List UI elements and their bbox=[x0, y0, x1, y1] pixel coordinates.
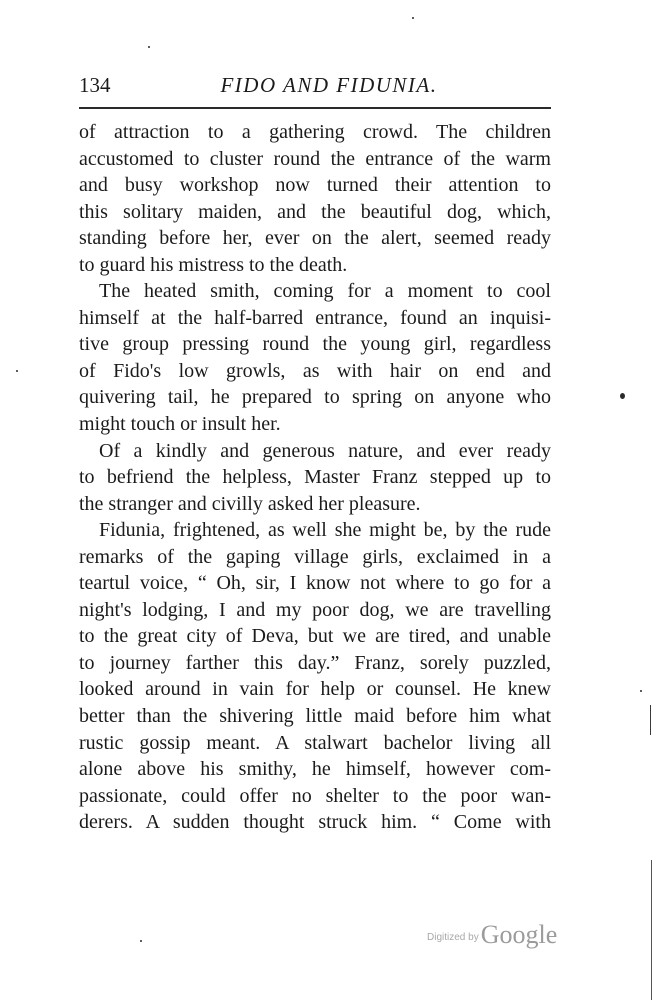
text-line: passionate, could offer no shelter to the poor wan- bbox=[79, 784, 551, 807]
text-line: himself at the half-barred entrance, found an inquisi- bbox=[79, 306, 551, 329]
ink-speck bbox=[16, 370, 18, 372]
text-line: The heated smith, coming for a moment to cool bbox=[99, 280, 551, 303]
text-line: rustic gossip meant. A stalwart bachelor living all bbox=[79, 731, 551, 754]
text-line: night's lodging, I and my poor dog, we are travelling bbox=[79, 598, 551, 621]
text-line: Of a kindly and generous nature, and ever ready bbox=[99, 439, 551, 462]
text-line: of attraction to a gathering crowd. The children bbox=[79, 121, 551, 143]
ink-speck bbox=[620, 393, 625, 399]
text-line: to guard his mistress to the death. bbox=[79, 253, 348, 276]
header-rule bbox=[79, 107, 551, 109]
text-line: quivering tail, he prepared to spring on anyone who bbox=[79, 386, 551, 409]
digitized-by-google-watermark bbox=[427, 920, 557, 950]
text-line: this solitary maiden, and the beautiful dog, which, bbox=[79, 200, 551, 223]
text-line: looked around in vain for help or counsel. He knew bbox=[79, 678, 551, 701]
ink-speck bbox=[140, 940, 142, 942]
text-line: to befriend the helpless, Master Franz stepped up to bbox=[79, 466, 551, 489]
watermark-prefix: Digitized by bbox=[427, 932, 479, 943]
text-line: the stranger and civilly asked her pleasure. bbox=[79, 492, 421, 515]
text-line: tive group pressing round the young girl, regardless bbox=[79, 333, 551, 356]
text-line: might touch or insult her. bbox=[79, 413, 281, 436]
text-line: derers. A sudden thought struck him. “ Come with bbox=[79, 811, 551, 834]
running-title: FIDO AND FIDUNIA. bbox=[220, 73, 438, 97]
google-logo-text: Google bbox=[480, 920, 558, 949]
text-line: Fidunia, frightened, as well she might be, by the rude bbox=[99, 519, 551, 542]
text-line: teartul voice, “ Oh, sir, I know not where to go for a bbox=[79, 572, 551, 595]
text-line: to journey farther this day.” Franz, sorely puzzled, bbox=[79, 651, 551, 674]
text-line: standing before her, ever on the alert, seemed ready bbox=[79, 227, 551, 250]
scan-edge-mark bbox=[650, 705, 651, 735]
ink-speck bbox=[412, 17, 414, 19]
page-number: 134 bbox=[79, 73, 111, 97]
text-line: accustomed to cluster round the entrance of the warm bbox=[79, 147, 551, 170]
ink-speck bbox=[148, 46, 150, 48]
scan-edge-mark bbox=[651, 860, 652, 1000]
text-line: better than the shivering little maid before him what bbox=[79, 705, 551, 728]
text-line: of Fido's low growls, as with hair on end and bbox=[79, 359, 551, 382]
text-line: remarks of the gaping village girls, exclaimed in a bbox=[79, 545, 551, 568]
body-text bbox=[79, 119, 551, 836]
text-line: to the great city of Deva, but we are tired, and unable bbox=[79, 625, 551, 648]
text-line: and busy workshop now turned their attention to bbox=[79, 174, 551, 197]
ink-speck bbox=[640, 690, 642, 692]
text-line: alone above his smithy, he himself, however com- bbox=[79, 758, 551, 781]
